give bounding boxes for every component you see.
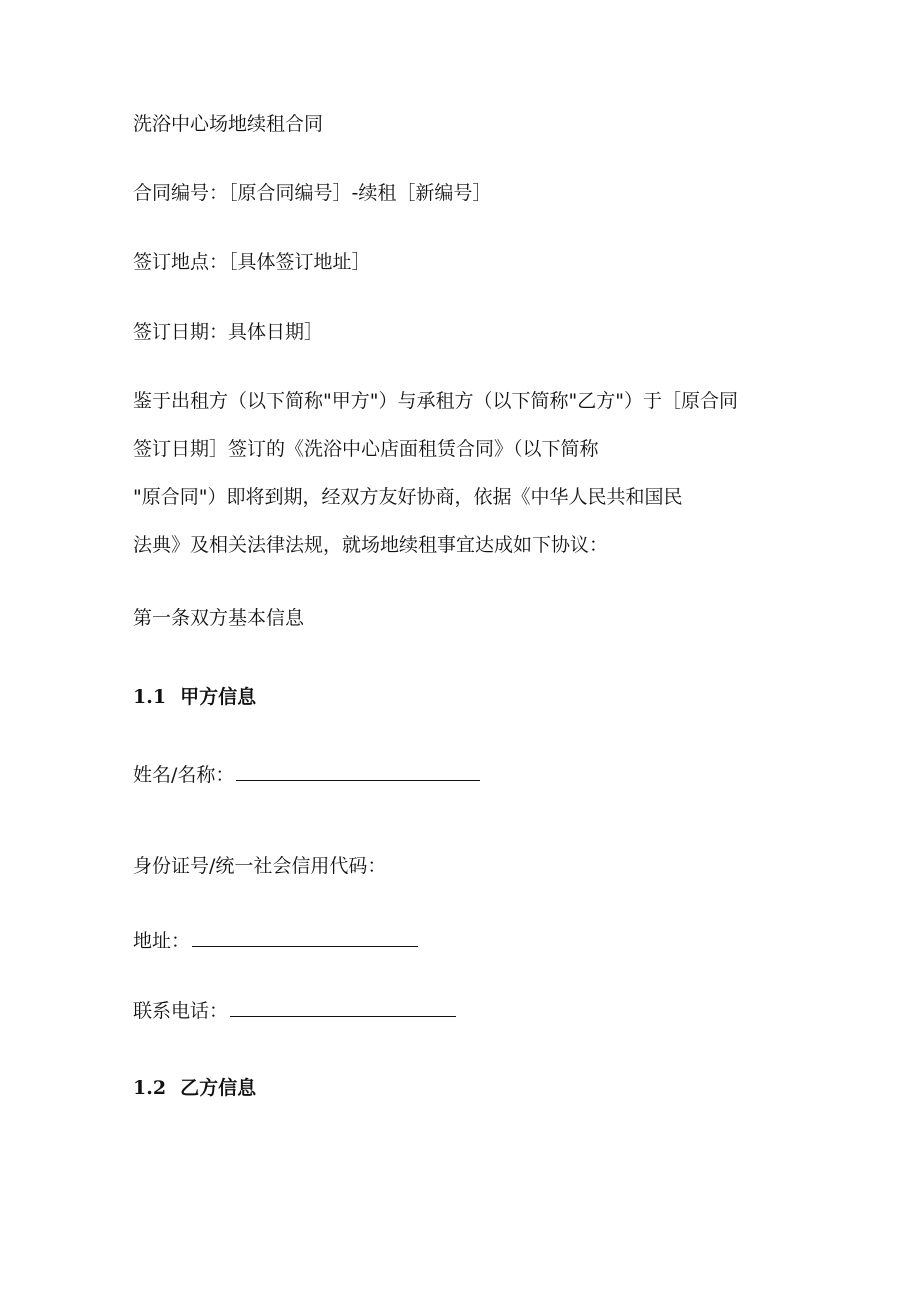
name-blank-line[interactable] [236,762,480,781]
signing-date-line: 签订日期：具体日期］ [133,321,324,343]
party-a-name-field [133,762,480,787]
party-a-id-field [133,854,386,878]
contract-number-line: 合同编号：［原合同编号］-续租［新编号］ [133,182,492,204]
party-a-address-field [133,928,418,953]
section-1-1-heading [133,685,256,709]
party-a-phone-field [133,998,456,1023]
article-1-title: 第一条双方基本信息 [133,607,305,629]
phone-blank-line[interactable] [230,998,456,1017]
signing-place-line: 签订地点：［具体签订地址］ [133,251,371,273]
id-label: 身份证号/统一社会信用代码： [133,855,387,877]
section-1-2-title: 乙方信息 [180,1077,257,1099]
contract-title: 洗浴中心场地续租合同 [133,113,324,135]
section-1-2-number: 1.2 [133,1077,167,1099]
section-1-1-number: 1.1 [133,686,167,708]
section-1-1-title: 甲方信息 [180,686,257,708]
name-label: 姓名/名称： [133,764,235,786]
preamble-line-4: 法典》及相关法律法规，就场地续租事宜达成如下协议： [133,534,609,556]
preamble-line-1: 鉴于出租方（以下简称"甲方"）与承租方（以下简称"乙方"）于［原合同 [133,390,738,412]
section-1-2-heading [133,1076,256,1100]
address-label: 地址： [133,930,191,952]
phone-label: 联系电话： [133,1000,229,1022]
preamble-line-2: 签订日期］签订的《洗浴中心店面租赁合同》（以下简称 [133,438,599,460]
address-blank-line[interactable] [192,928,418,947]
preamble-line-3: "原合同"）即将到期，经双方友好协商，依据《中华人民共和国民 [133,486,683,508]
